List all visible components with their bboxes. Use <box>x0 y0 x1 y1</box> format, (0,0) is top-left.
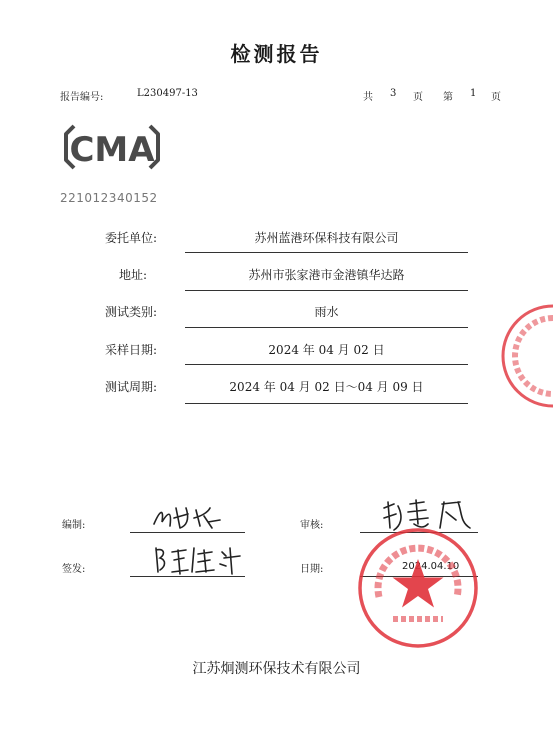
compiler-signature <box>150 502 230 532</box>
field-underline <box>185 252 468 253</box>
footer-company: 江苏炯测环保技术有限公司 <box>192 661 361 677</box>
sampling-date-value: 2024 年 04 月 02 日 <box>268 343 385 357</box>
page-unit: 页 <box>413 92 423 103</box>
client-label: 委托单位: <box>105 231 158 245</box>
field-underline <box>185 290 468 291</box>
address-label: 地址: <box>119 268 148 282</box>
date-label: 日期: <box>300 564 324 575</box>
test-period-value: 2024 年 04 月 02 日～04 月 09 日 <box>229 380 424 394</box>
cma-logo-icon <box>62 122 162 172</box>
report-number-value: L230497-13 <box>137 88 198 99</box>
issued-by-label: 签发: <box>62 564 86 575</box>
page-total: 3 <box>390 88 397 99</box>
cma-logo-text: CMA <box>69 130 155 170</box>
page-mid: 第 <box>443 92 453 103</box>
reviewed-by-label: 审核: <box>300 520 324 531</box>
signature-underline <box>130 532 245 533</box>
sampling-date-label: 采样日期: <box>105 343 158 357</box>
field-underline <box>185 327 468 328</box>
page-current: 1 <box>470 88 477 99</box>
report-number-label: 报告编号: <box>60 92 104 103</box>
report-title: 检测报告 <box>230 42 323 66</box>
edge-seal <box>518 304 553 408</box>
test-type-value: 雨水 <box>314 305 339 319</box>
client-value: 苏州蓝港环保科技有限公司 <box>254 231 399 245</box>
page-unit: 页 <box>491 92 501 103</box>
issuer-signature <box>152 544 242 576</box>
page-prefix: 共 <box>363 92 373 103</box>
field-underline <box>185 364 468 365</box>
field-underline <box>185 403 468 404</box>
date-value: 2024.04.10 <box>402 561 460 572</box>
compiled-by-label: 编制: <box>62 520 86 531</box>
signature-underline <box>130 576 245 577</box>
test-type-label: 测试类别: <box>105 305 158 319</box>
cma-number: 221012340152 <box>60 191 158 205</box>
address-value: 苏州市张家港市金港镇华达路 <box>248 268 405 282</box>
test-period-label: 测试周期: <box>105 380 158 394</box>
company-seal <box>355 525 481 651</box>
